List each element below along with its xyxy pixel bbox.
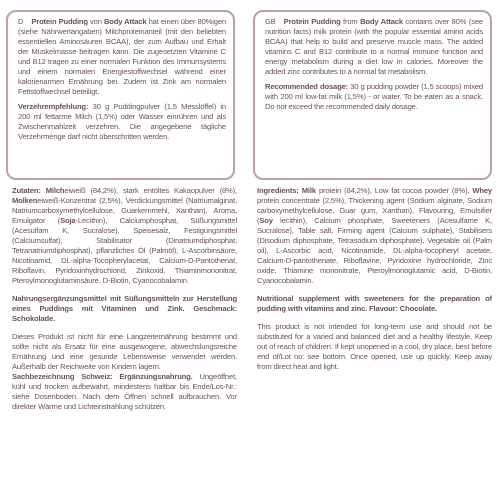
storage-paragraph-de	[12, 372, 237, 412]
ingredients-text-3-gb: lecithin), Calcium phosphate, Sweeteners (Acesulfame K, Sucralose), Table salt, Firming agent (Calcium sulphate), Stabilisers (Disodium diphosphate, Tetrasodium diphosphate), Vegetable oil (Palm oil), L-Ascorbic acid, Nicotinamide, DL-alpha-tocopheryl acetate, Calcium-D-pantothenate, Riboflavine, Pyridoxine hydrochloride, Zinc oxide, Thiamine mononitrate, Pteroylmonoglutamic acid, D-Biotin, Cyanocobalamin.	[257, 216, 492, 285]
brand-name-gb: Body Attack	[360, 17, 403, 26]
german-dosage-paragraph	[18, 102, 226, 142]
english-intro-paragraph	[265, 17, 483, 77]
storage-text-de: Ungeöffnet, kühl und trocken aufbewahrt, mindestens haltbar bis Ende/Los-Nr.: siehe Dosenboden. Nach dem Öffnen schnell aufbrauchen. Vor direkter Wärme und Lichteinstrahlung schützen.	[12, 372, 237, 411]
supplement-text-gb: Nutritional supplement with sweeteners for the preparation of pudding with vitamins and zinc. Flavour: Chocolate.	[257, 294, 492, 313]
allergen-soy-gb: Soy	[259, 216, 273, 225]
supplement-text-de: Nahrungsergänzungsmittel mit Süßungsmitteln zur Herstellung eines Puddings mit Vitaminen und Zink. Geschmack: Schokolade.	[12, 294, 237, 323]
intro-connector-gb: from	[340, 17, 361, 26]
language-code-de: D	[18, 17, 24, 26]
ingredients-text-3-de: -Lecithin), Calciumphosphat, Süßungsmittel (Acesulfam K, Sucralose), Speisesalz, Festigungsmittel (Calciumsulfat), Stabilisator (Dinatriumdiphosphat, Tetranatriumdiphosphat), pflanzliches Öl (Palmöl), L-Ascorbinsäure, Nicotinamid, DL-alpha-Tocopherylacetat, Calcium-D-Pantothenat, Riboflavin, Pyridoxinhydrochlorid, Zinkoxid, Thiaminmononitrat, Pteroylmonoglutaminsäure, D-Biotin, Cyanocobalamin.	[12, 216, 237, 285]
ingredients-text-2-de: eiweiß-Konzentrat (2,5%), Verdickungsmittel (Natriumalginat, Natriumcarboxymethylcellulose, Guarkernmehl, Xanthan), Aroma, Emulgator (	[12, 196, 237, 225]
ingredients-label-de: Zutaten:	[12, 186, 41, 195]
storage-label-de: Sachbezeichnung Schweiz: Ergänzungsnahrung.	[12, 372, 193, 381]
language-code-gb: GB	[265, 17, 276, 26]
ingredients-label-gb: Ingredients:	[257, 186, 299, 195]
ingredients-paragraph-gb	[257, 186, 492, 286]
dosage-text-gb: 30 g pudding powder (1,5 scoops) mixed with 200 ml low-fat milk (1,5%) - or water. To be eaten as a snack. Do not exceed the recommended daily dosage.	[265, 82, 484, 111]
ingredients-text-2-gb: protein concentrate (2,5%), Thickening agent (Sodium alginate, Sodium carboxymethylcellulose, Guar gum, Xanthan), Flavouring, Emulsifier (	[257, 196, 492, 225]
english-intro-box	[253, 10, 492, 180]
allergen-milk-gb: Milk	[298, 186, 316, 195]
ingredients-text-1-gb: protein (84,2%), Low fat cocoa powder (8%),	[315, 186, 473, 195]
dosage-label-gb: Recommended dosage:	[265, 82, 349, 91]
english-dosage-paragraph	[265, 82, 483, 112]
product-name-de: Protein Pudding	[31, 17, 88, 26]
warning-paragraph-gb: This product is not intended for long-term use and should not be substituted for a varied and balanced diet and a healthy lifestyle. Keep out of reach of children. If kept unopened in a cool, dry place, best before end of/Lot no: see bottom. Once opened, use up quickly. Keep away from direct heat and light.	[257, 322, 492, 371]
allergen-whey-gb: Whey	[472, 186, 492, 195]
product-name-gb: Protein Pudding	[283, 17, 341, 26]
english-details-column	[257, 186, 492, 372]
intro-text-gb: contains over 80% (see nutrition facts) milk protein (with the popular essential amino acids BCAA) that help to build and preserve muscle mass. The added vitamins C and B12 contribute to a normal immune function and energy metabolism during a diet low in calories. Moreover the added zinc contributes to a normal fat metabolism.	[265, 17, 483, 76]
intro-text-de: hat einen über 80%igen (siehe Nährwertangaben) Milchproteinanteil (mit den beliebten essentiellen Aminosäuren BCAA), der zum Aufbau und Erhalt der Muskelmasse beitragen kann. Die zugesetzten Vitamine C und B12 tragen zu einer normalen Funktion des Immunsystems und einem normalen Energiestoffwechsel während einer kalorienarmen Ernährung bei. Zudem ist Zink am normalen Fettstoffwechsel beteiligt.	[18, 17, 227, 96]
german-details-column	[12, 186, 237, 412]
supplement-statement-de	[12, 294, 237, 324]
allergen-milk-de: Milch	[40, 186, 65, 195]
german-intro-paragraph	[18, 17, 226, 97]
warning-paragraph-de: Dieses Produkt ist nicht für eine Langzeiternährung bestimmt und sollte nicht als Ersatz für eine ausgewogene, abwechslungsreiche Ernährung und eine gesunde Lebensweise verwendet werden. Außerhalb der Reichweite von Kindern lagern.	[12, 332, 237, 371]
allergen-whey-de: Molken	[12, 196, 38, 205]
dosage-text-de: 30 g Puddingpulver (1,5 Messlöffel) in 200 ml fettarme Milch (1,5%) oder Wasser einrühren und als Zwischenmahlzeit verzehren. Die angegebene tägliche Verzehrmenge darf nicht überschritten werden.	[18, 102, 226, 141]
brand-name-de: Body Attack	[103, 17, 147, 26]
dosage-label-de: Verzehrempfehlung:	[18, 102, 89, 111]
ingredients-text-1-de: eiweiß (84,2%), stark entöltes Kakaopulver (8%),	[64, 186, 237, 195]
intro-connector-de: von	[87, 17, 104, 26]
german-intro-box	[6, 10, 235, 180]
allergen-soy-de: Soja	[60, 216, 76, 225]
ingredients-paragraph-de	[12, 186, 237, 286]
supplement-statement-gb	[257, 294, 492, 314]
